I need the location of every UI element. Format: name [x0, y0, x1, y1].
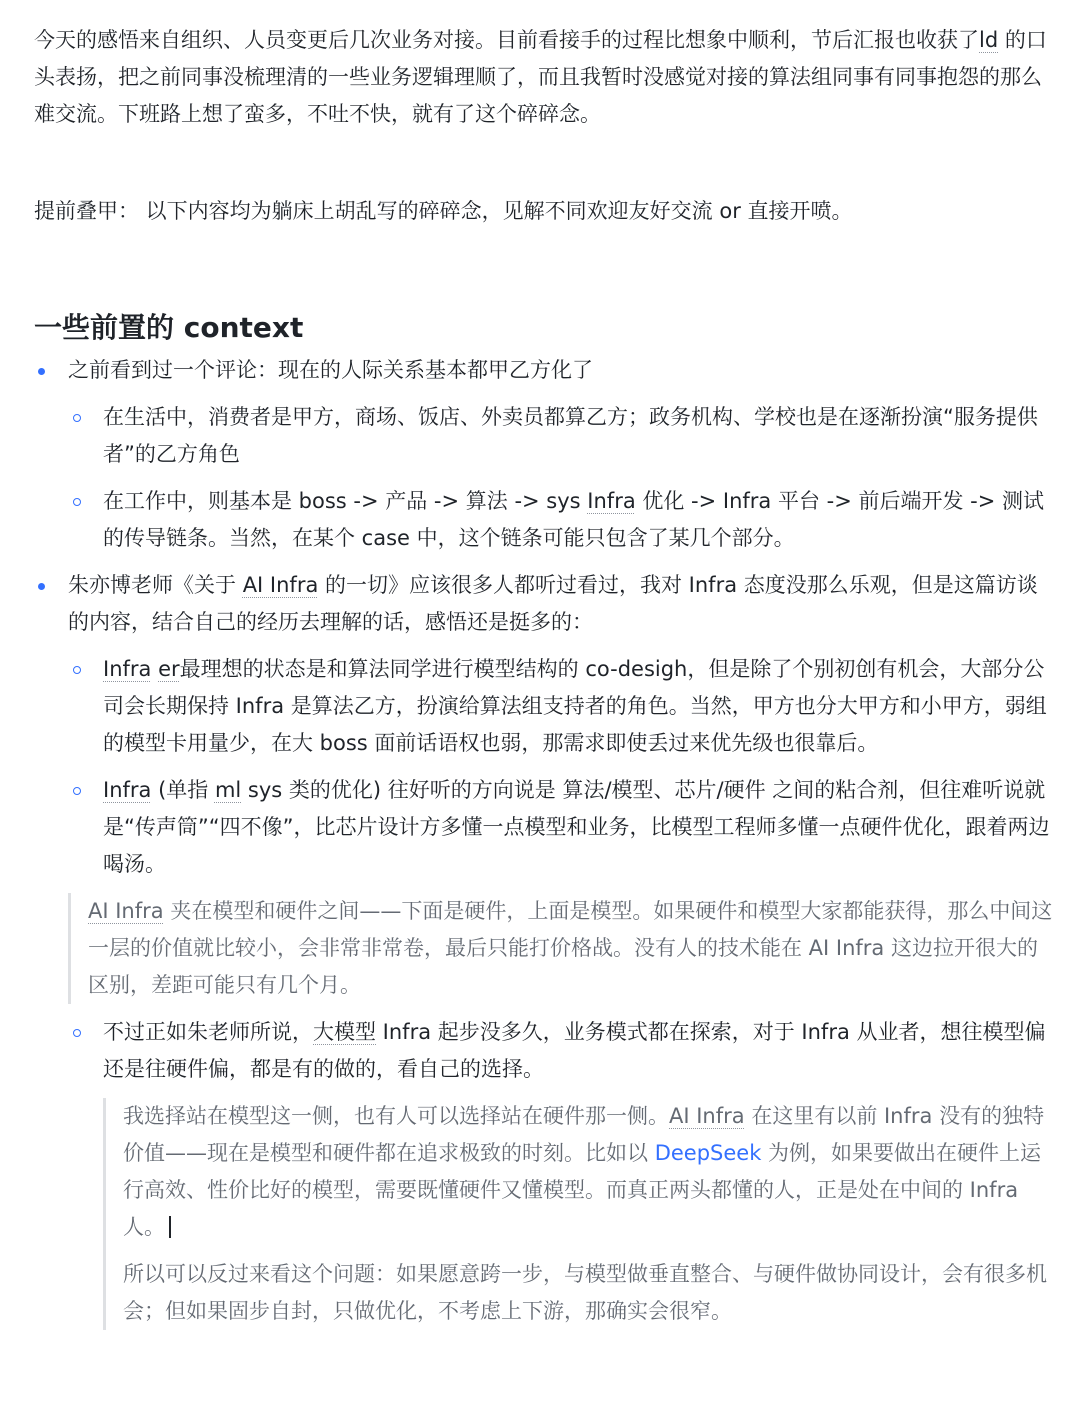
quote-paragraph: 所以可以反过来看这个问题：如果愿意跨一步，与模型做垂直整合、与硬件做协同设计，会有很多机会；但如果固步自封，只做优化，不考虑上下游，那确实会很窄。 — [123, 1262, 1047, 1323]
sub-list-item: 在生活中，消费者是甲方，商场、饭店、外卖员都算乙方；政务机构、学校也是在逐渐扮演“服务提供者”的乙方角色 — [34, 399, 1054, 473]
term-ml[interactable]: ml — [214, 778, 242, 802]
bullet-circle-icon — [73, 787, 81, 795]
term-ld[interactable]: ld — [979, 28, 999, 52]
deepseek-link[interactable]: DeepSeek — [654, 1141, 762, 1165]
blockquote — [103, 1098, 1054, 1330]
bullet-circle-icon — [73, 414, 81, 422]
term-infra[interactable]: Infra — [103, 657, 152, 681]
sub-list-item: Infra (单指 ml sys 类的优化) 往好听的方向说是 算法/模型、芯片/硬件 之间的粘合剂，但往难听说就是“传声筒”“四不像”，比芯片设计方多懂一点模型和业务，比模型工程师多懂一点硬件优化，跟着两边喝汤。 — [34, 772, 1054, 883]
text-cursor — [169, 1216, 171, 1238]
term-ai-infra[interactable]: AI Infra — [669, 1104, 745, 1128]
blockquote — [68, 893, 1054, 1004]
bullet-dot-icon — [38, 368, 45, 375]
quote-paragraph: AI Infra 夹在模型和硬件之间——下面是硬件，上面是模型。如果硬件和模型大家都能获得，那么中间这一层的价值就比较小，会非常非常卷，最后只能打价格战。没有人的技术能在 AI Infra 这边拉开很大的区别，差距可能只有几个月。 — [88, 899, 1053, 997]
section-heading: 一些前置的 context — [34, 311, 304, 344]
term-ai-infra[interactable]: AI Infra — [242, 573, 319, 597]
bullet-circle-icon — [73, 1029, 81, 1037]
sub-list-item: 在工作中，则基本是 boss -> 产品 -> 算法 -> sys Infra 优化 -> Infra 平台 -> 前后端开发 -> 测试 的传导链条。当然，在某个 case 中，这个链条可能只包含了某几个部分。 — [34, 483, 1054, 557]
term-infra[interactable]: Infra — [587, 489, 636, 513]
bullet-circle-icon — [73, 498, 81, 506]
bullet-dot-icon — [38, 583, 45, 590]
disclaimer-paragraph: 提前叠甲： 以下内容均为躺床上胡乱写的碎碎念，见解不同欢迎友好交流 or 直接开喷。 — [34, 199, 853, 223]
quote-paragraph: 我选择站在模型这一侧，也有人可以选择站在硬件那一侧。AI Infra 在这里有以前 Infra 没有的独特价值——现在是模型和硬件都在追求极致的时刻。比如以 DeepSeek 为例，如果要做出在硬件上运行高效、性价比好的模型，需要既懂硬件又懂模型。而真正两头都懂的人，正是处在中间的 Infra 人。 — [123, 1104, 1045, 1239]
sub-list-item: 不过正如朱老师所说，大模型 Infra 起步没多久，业务模式都在探索，对于 Infra 从业者，想往模型偏还是往硬件偏，都是有的做的，看自己的选择。 — [34, 1014, 1054, 1088]
term-large-model[interactable]: 大模型 — [313, 1020, 376, 1044]
list-item: 之前看到过一个评论：现在的人际关系基本都甲乙方化了 — [34, 352, 1054, 389]
sub-list-item: Infra er最理想的状态是和算法同学进行模型结构的 co-desigh，但是除了个别初创有机会，大部分公司会长期保持 Infra 是算法乙方，扮演给算法组支持者的角色。当然，甲方也分大甲方和小甲方，弱组的模型卡用量少，在大 boss 面前话语权也弱，那需求即使丢过来优先级也很靠后。 — [34, 651, 1054, 762]
bullet-circle-icon — [73, 666, 81, 674]
list-item: 朱亦博老师《关于 AI Infra 的一切》应该很多人都听过看过，我对 Infra 态度没那么乐观，但是这篇访谈的内容，结合自己的经历去理解的话，感悟还是挺多的： — [34, 567, 1054, 641]
term-infra[interactable]: Infra — [103, 778, 152, 802]
term-er[interactable]: er — [158, 657, 180, 681]
term-ai-infra[interactable]: AI Infra — [88, 899, 164, 923]
intro-paragraph: 今天的感悟来自组织、人员变更后几次业务对接。目前看接手的过程比想象中顺利，节后汇报也收获了ld 的口头表扬，把之前同事没梳理清的一些业务逻辑理顺了，而且我暂时没感觉对接的算法组同事有同事抱怨的那么难交流。下班路上想了蛮多，不吐不快，就有了这个碎碎念。 — [34, 28, 1047, 126]
